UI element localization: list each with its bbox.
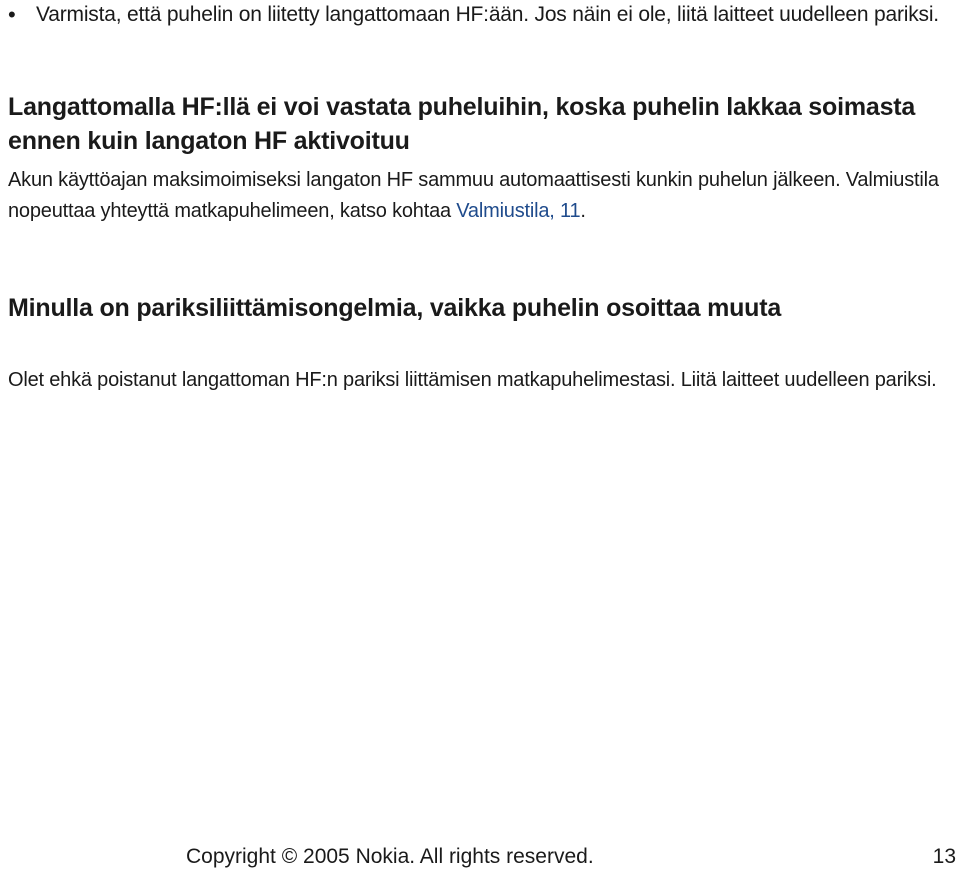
copyright-notice: Copyright © 2005 Nokia. All rights reserved. — [186, 845, 594, 868]
section-heading-no-answer: Langattomalla HF:llä ei voi vastata puheluihin, koska puhelin lakkaa soimasta ennen kuin langaton HF aktivoituu — [8, 93, 916, 155]
standby-link[interactable]: Valmiustila, 11 — [456, 200, 581, 222]
bullet-dot-icon: • — [8, 2, 16, 27]
page-number: 13 — [932, 845, 956, 868]
page-footer — [0, 840, 960, 874]
section-body-pairing: Olet ehkä poistanut langattoman HF:n pariksi liittämisen matkapuhelimestasi. Liitä laitteet uudelleen pariksi. — [8, 369, 937, 391]
bullet-list-item — [8, 0, 948, 30]
body-text-end: . — [580, 200, 586, 222]
bullet-text: Varmista, että puhelin on liitetty langattomaan HF:ään. Jos näin ei ole, liitä laitteet uudelleen pariksi. — [36, 3, 939, 26]
body-text: Akun käyttöajan maksimoimiseksi langaton HF sammuu automaattisesti kunkin puhelun jälkeen. Valmiustila nopeuttaa yhteyttä matkapuhelimeen, katso kohtaa — [8, 169, 939, 222]
section-body-no-answer — [8, 165, 948, 227]
section-heading-pairing: Minulla on pariksiliittämisongelmia, vaikka puhelin osoittaa muuta — [8, 294, 782, 322]
